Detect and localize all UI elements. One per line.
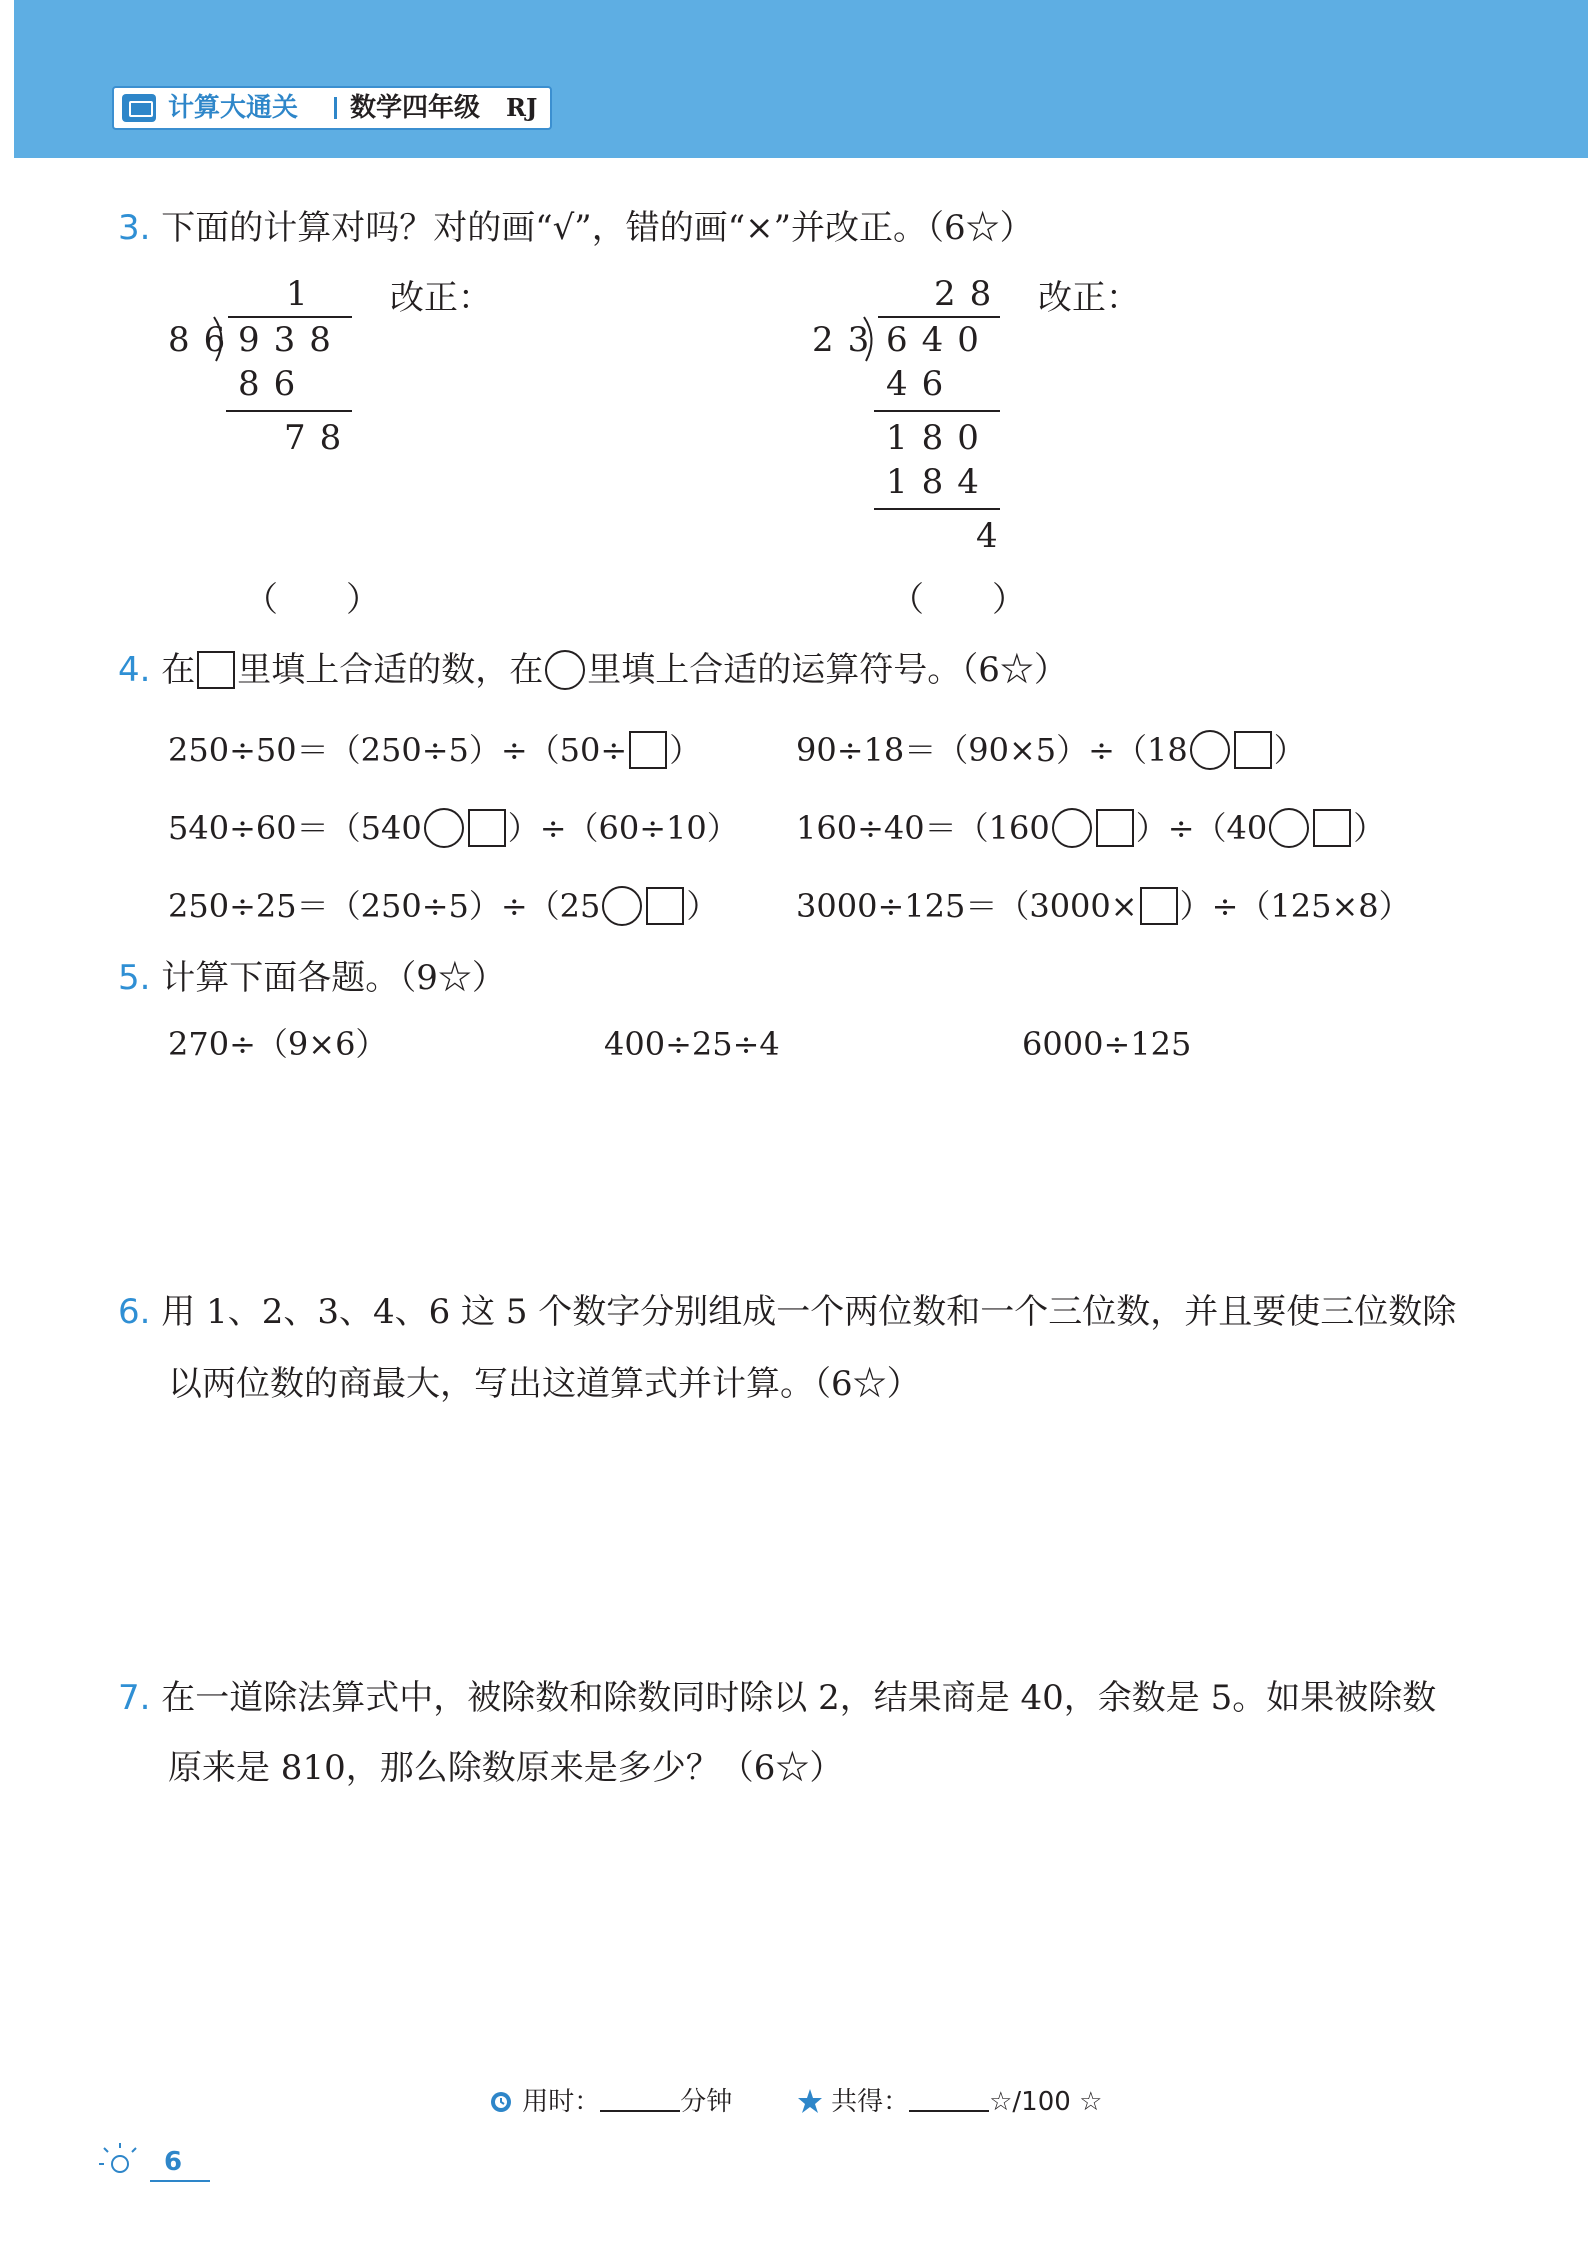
equation-text: ）÷（40 — [1135, 809, 1268, 847]
subtraction-line — [226, 410, 352, 412]
operator-circle[interactable] — [424, 808, 464, 848]
page-number-underline — [150, 2180, 210, 2182]
question-6-line-2: 以两位数的商最大，写出这道算式并计算。（6☆） — [168, 1364, 921, 1404]
question-text: 里填上合适的数，在 — [237, 650, 544, 690]
operator-circle[interactable] — [602, 886, 642, 926]
answer-box[interactable] — [1140, 887, 1178, 925]
question-number: 7. — [118, 1678, 151, 1718]
equation-text: ） — [686, 887, 719, 925]
answer-box[interactable] — [468, 809, 506, 847]
correction-label: 改正： — [390, 278, 492, 318]
equation-text: 90÷18＝（90×5）÷（18 — [796, 731, 1188, 769]
quotient: 1 — [286, 274, 308, 314]
expression-2: 400÷25÷4 — [604, 1025, 780, 1063]
question-7-line-2: 原来是 810，那么除数原来是多少？（6☆） — [168, 1748, 844, 1788]
equation-row — [796, 886, 1411, 926]
time-blank[interactable] — [600, 2084, 680, 2112]
expression-1: 270÷（9×6） — [168, 1025, 388, 1063]
division-bar — [228, 316, 352, 318]
operator-circle[interactable] — [1052, 808, 1092, 848]
equation-row — [796, 730, 1306, 770]
book-subtitle: 数学四年级 — [350, 93, 481, 123]
question-number: 5. — [118, 958, 151, 998]
equation-row — [168, 730, 701, 770]
subtrahend: 46 — [886, 364, 958, 404]
operator-circle — [545, 650, 585, 690]
equation-text: ） — [669, 731, 702, 769]
question-number: 4. — [118, 650, 151, 690]
subtraction-line — [874, 410, 1000, 412]
dividend: 640 — [886, 320, 993, 360]
subtraction-line — [874, 508, 1000, 510]
divisor: 86 — [168, 320, 240, 360]
equation-text: 160÷40＝（160 — [796, 809, 1050, 847]
answer-parentheses[interactable]: （ ） — [244, 580, 380, 620]
question-text: 在 — [161, 650, 196, 690]
question-number: 6. — [118, 1292, 151, 1332]
answer-box[interactable] — [1313, 809, 1351, 847]
score-label: 共得： — [831, 2087, 910, 2117]
answer-box[interactable] — [1096, 809, 1134, 847]
subtrahend: 184 — [886, 462, 993, 502]
question-7 — [118, 1676, 1436, 1720]
divisor: 23 — [812, 320, 884, 360]
question-text: 里填上合适的运算符号。（6☆） — [587, 650, 1068, 690]
equation-text: 250÷50＝（250÷5）÷（50÷ — [168, 731, 628, 769]
remainder: 78 — [284, 418, 356, 458]
quotient: 28 — [934, 274, 1006, 314]
equation-text: 540÷60＝（540 — [168, 809, 422, 847]
header-title-bar — [112, 86, 552, 130]
division-bar — [878, 316, 1000, 318]
equation-text: 250÷25＝（250÷5）÷（25 — [168, 887, 601, 925]
question-text: 下面的计算对吗？对的画“√”，错的画“×”并改正。（6☆） — [161, 208, 1034, 248]
equation-text: ）÷（125×8） — [1179, 887, 1411, 925]
dividend: 938 — [238, 320, 345, 360]
question-5 — [118, 956, 506, 1000]
equation-text: ）÷（60÷10） — [507, 809, 739, 847]
book-logo-icon — [122, 94, 156, 122]
question-3 — [118, 206, 1034, 250]
equation-row — [796, 808, 1385, 848]
star-icon — [797, 2088, 823, 2114]
score-blank[interactable] — [909, 2084, 989, 2112]
time-label: 用时： — [522, 2087, 601, 2117]
footer-score — [488, 2084, 1102, 2120]
equation-text: ） — [1353, 809, 1386, 847]
equation-row — [168, 808, 739, 848]
operator-circle[interactable] — [1190, 730, 1230, 770]
series-title: 计算大通关 — [168, 93, 299, 123]
answer-box[interactable] — [629, 731, 667, 769]
expression-3: 6000÷125 — [1022, 1025, 1192, 1063]
question-text: 计算下面各题。（9☆） — [161, 958, 506, 998]
answer-parentheses[interactable]: （ ） — [890, 580, 1026, 620]
answer-box[interactable] — [1234, 731, 1272, 769]
header-band — [14, 0, 1588, 158]
equation-text: ） — [1273, 731, 1306, 769]
equation-text: 3000÷125＝（3000× — [796, 887, 1138, 925]
title-separator — [334, 97, 337, 119]
question-text: 在一道除法算式中，被除数和除数同时除以 2，结果商是 40，余数是 5。如果被除数 — [161, 1678, 1437, 1718]
operator-circle[interactable] — [1269, 808, 1309, 848]
partial-dividend: 180 — [886, 418, 993, 458]
question-number: 3. — [118, 208, 151, 248]
question-6 — [118, 1290, 1456, 1334]
page-number: 6 — [164, 2147, 183, 2177]
equation-row — [168, 886, 718, 926]
answer-box — [197, 651, 235, 689]
sun-ornament-icon — [96, 2140, 142, 2180]
alarm-clock-icon — [488, 2088, 514, 2114]
time-unit: 分钟 — [680, 2087, 733, 2117]
subtrahend: 86 — [238, 364, 310, 404]
edition-label: RJ — [506, 93, 538, 122]
remainder: 4 — [976, 516, 1012, 556]
question-text: 用 1、2、3、4、6 这 5 个数字分别组成一个两位数和一个三位数，并且要使三位数除 — [161, 1292, 1457, 1332]
question-4 — [118, 648, 1068, 692]
correction-label: 改正： — [1038, 278, 1140, 318]
answer-box[interactable] — [646, 887, 684, 925]
score-unit: ☆/100 ☆ — [989, 2087, 1103, 2117]
